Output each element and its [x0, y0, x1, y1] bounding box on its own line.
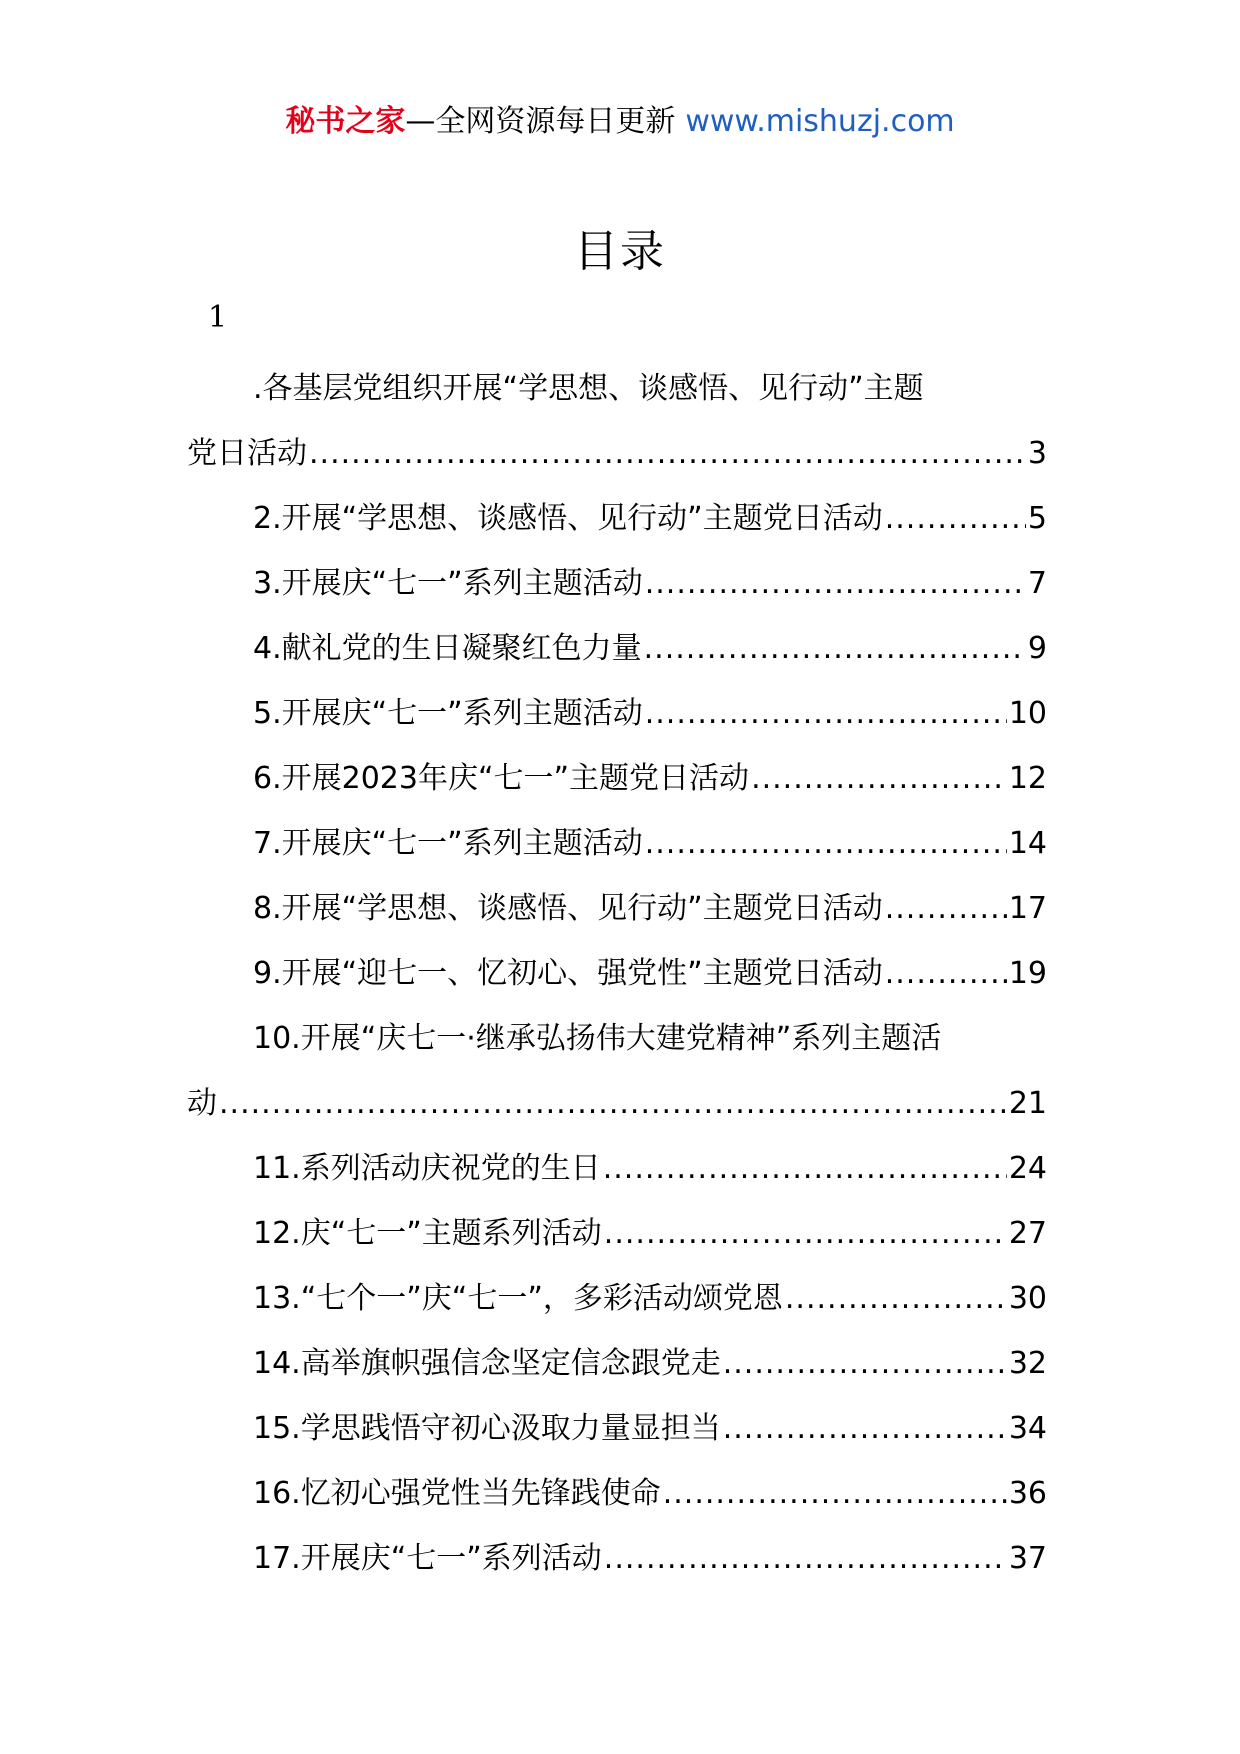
toc-dot-leader: [723, 1396, 1007, 1461]
toc-line: [187, 1266, 1047, 1331]
toc-entry[interactable]: [187, 1461, 1047, 1526]
toc-dot-leader: [603, 1136, 1007, 1201]
toc-dot-leader: [885, 876, 1007, 941]
toc-line: [187, 421, 1047, 486]
toc-page-number: 37: [1008, 1541, 1047, 1576]
toc-entry[interactable]: [187, 1006, 1047, 1136]
toc-dot-leader: [785, 1266, 1007, 1331]
toc-page-number: 34: [1008, 1411, 1047, 1446]
toc-page-number: 5: [1027, 501, 1047, 536]
toc-entry-title: 15.学思践悟守初心汲取力量显担当: [253, 1411, 721, 1446]
toc-page-number: 24: [1008, 1151, 1047, 1186]
toc-entry-title: 7.开展庆“七一”系列主题活动: [253, 826, 643, 861]
toc-line: [187, 876, 1047, 941]
toc-page-number: 19: [1008, 956, 1047, 991]
toc-entry-title: 8.开展“学思想、谈感悟、见行动”主题党日活动: [253, 891, 883, 926]
toc-entry-title: 16.忆初心强党性当先锋践使命: [253, 1476, 661, 1511]
toc-dot-leader: [219, 1071, 1007, 1136]
toc-line: [187, 616, 1047, 681]
toc-line: [187, 1526, 1047, 1591]
toc-dot-leader: [885, 941, 1007, 1006]
toc-line: [187, 1396, 1047, 1461]
toc-line: [187, 1461, 1047, 1526]
toc-entry[interactable]: [187, 876, 1047, 941]
toc-entry-title: 动: [187, 1086, 217, 1121]
toc-page-number: 9: [1027, 631, 1047, 666]
toc-entry[interactable]: [187, 1201, 1047, 1266]
toc-entry-title: .各基层党组织开展“学思想、谈感悟、见行动”主题: [253, 371, 924, 406]
toc-dot-leader: [644, 616, 1026, 681]
toc-page-number: 3: [1027, 436, 1047, 471]
toc-entry[interactable]: [187, 1526, 1047, 1591]
toc-entry-title: 4.献礼党的生日凝聚红色力量: [253, 631, 642, 666]
toc-line: [187, 1201, 1047, 1266]
toc-entry-title: 11.系列活动庆祝党的生日: [253, 1151, 601, 1186]
toc-entry-title: 5.开展庆“七一”系列主题活动: [253, 696, 643, 731]
site-header: [0, 100, 1240, 144]
brand-slogan: —全网资源每日更新: [405, 104, 676, 139]
toc-entry-title: 3.开展庆“七一”系列主题活动: [253, 566, 643, 601]
page-title: 目录: [574, 226, 666, 277]
toc-page-number: 36: [1008, 1476, 1047, 1511]
toc-page-number: 30: [1008, 1281, 1047, 1316]
toc-entry[interactable]: [187, 811, 1047, 876]
toc-entry[interactable]: [187, 1396, 1047, 1461]
toc-dot-leader: [309, 421, 1026, 486]
toc-page-number: 27: [1008, 1216, 1047, 1251]
toc-line: [187, 1006, 1047, 1071]
toc-entry[interactable]: [187, 746, 1047, 811]
toc-entry[interactable]: [187, 486, 1047, 551]
toc-page-number: 10: [1008, 696, 1047, 731]
toc-dot-leader: [663, 1461, 1007, 1526]
toc-line: [187, 1071, 1047, 1136]
toc-line: [187, 746, 1047, 811]
site-url-link[interactable]: www.mishuzj.com: [685, 104, 955, 139]
toc-line: [187, 811, 1047, 876]
toc-page-number: 21: [1008, 1086, 1047, 1121]
toc-page-number: 7: [1027, 566, 1047, 601]
toc-entry-title: 6.开展2023年庆“七一”主题党日活动: [253, 761, 750, 796]
toc-page-number: 14: [1008, 826, 1047, 861]
toc-dot-leader: [604, 1526, 1007, 1591]
toc-line: [187, 681, 1047, 746]
table-of-contents: [187, 356, 1047, 1591]
toc-entry-title: 14.高举旗帜强信念坚定信念跟党走: [253, 1346, 721, 1381]
page-marker: 1: [208, 300, 228, 335]
toc-entry[interactable]: [187, 941, 1047, 1006]
toc-page-number: 32: [1008, 1346, 1047, 1381]
toc-dot-leader: [645, 551, 1026, 616]
toc-line: [187, 941, 1047, 1006]
toc-line: [187, 1331, 1047, 1396]
toc-entry-title: 13.“七个一”庆“七一”，多彩活动颂党恩: [253, 1281, 783, 1316]
brand-name: 秘书之家: [285, 104, 406, 139]
toc-entry[interactable]: [187, 681, 1047, 746]
toc-page-number: 12: [1008, 761, 1047, 796]
toc-entry-title: 12.庆“七一”主题系列活动: [253, 1216, 602, 1251]
toc-dot-leader: [645, 681, 1007, 746]
toc-line: [187, 486, 1047, 551]
toc-entry[interactable]: [187, 1266, 1047, 1331]
toc-dot-leader: [751, 746, 1007, 811]
toc-entry[interactable]: [187, 616, 1047, 681]
toc-page-number: 17: [1008, 891, 1047, 926]
toc-line: [187, 356, 1047, 421]
toc-line: [187, 551, 1047, 616]
toc-entry-title: 10.开展“庆七一·继承弘扬伟大建党精神”系列主题活: [253, 1021, 942, 1056]
toc-entry-title: 2.开展“学思想、谈感悟、见行动”主题党日活动: [253, 501, 883, 536]
toc-dot-leader: [723, 1331, 1007, 1396]
toc-entry[interactable]: [187, 551, 1047, 616]
toc-dot-leader: [885, 486, 1026, 551]
toc-entry[interactable]: [187, 1331, 1047, 1396]
toc-entry[interactable]: [187, 1136, 1047, 1201]
toc-dot-leader: [604, 1201, 1007, 1266]
toc-entry-title: 17.开展庆“七一”系列活动: [253, 1541, 602, 1576]
toc-entry-title: 党日活动: [187, 436, 307, 471]
toc-entry-title: 9.开展“迎七一、忆初心、强党性”主题党日活动: [253, 956, 883, 991]
toc-dot-leader: [645, 811, 1007, 876]
toc-line: [187, 1136, 1047, 1201]
toc-entry[interactable]: [187, 356, 1047, 486]
